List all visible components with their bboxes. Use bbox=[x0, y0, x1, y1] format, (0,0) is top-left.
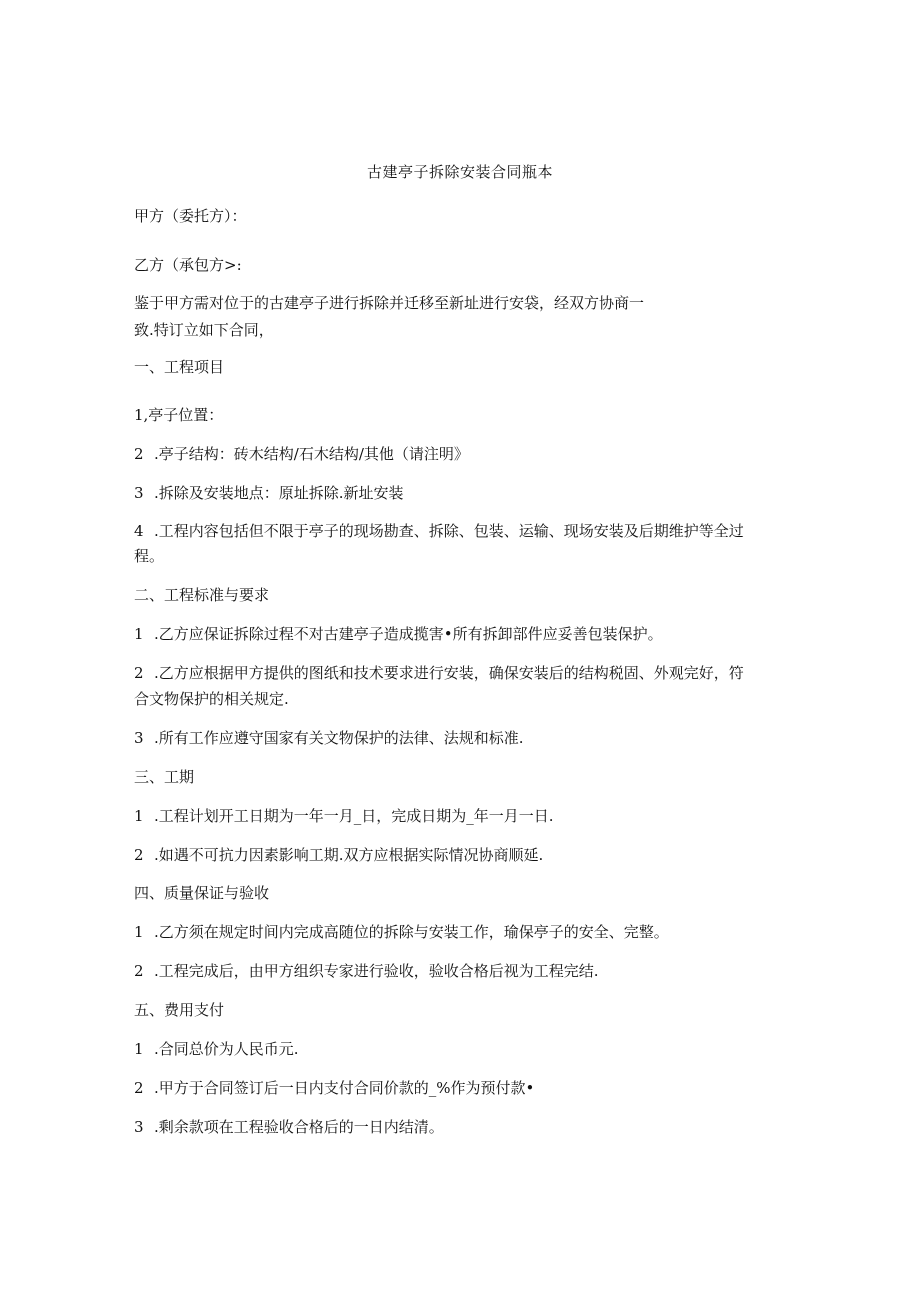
section-heading: 五、费用支付 bbox=[134, 1001, 225, 1019]
section-heading: 二、工程标准与要求 bbox=[134, 586, 270, 604]
clause-number: 2 bbox=[134, 664, 144, 682]
clause-continuation: 合文物保护的相关规定. bbox=[134, 690, 289, 708]
clause-number: 1 bbox=[134, 923, 144, 941]
clause-number: 3 bbox=[134, 729, 144, 747]
clause bbox=[134, 842, 784, 868]
clause-text: .工程计划开工日期为一年一月_日，完成日期为_年一月一日. bbox=[154, 807, 554, 825]
clause-text: .亭子结构：砖木结构/石木结构/其他（请注明》 bbox=[154, 445, 469, 463]
clause-text: .拆除及安装地点：原址拆除.新址安装 bbox=[154, 484, 404, 502]
clause-number: 1 bbox=[134, 625, 144, 643]
clause-number: 2 bbox=[134, 1079, 144, 1097]
document-title: 古建亭子拆除安装合同瓶本 bbox=[366, 163, 553, 181]
section-heading: 四、质量保证与验收 bbox=[134, 884, 270, 902]
clause-text: .合同总价为人民币元. bbox=[154, 1040, 299, 1058]
clause-number: 1 bbox=[134, 807, 144, 825]
clause bbox=[134, 1036, 784, 1062]
clause-text: .乙方须在规定时间内完成高随位的拆除与安装工作，瑜保亭子的安全、完整。 bbox=[154, 923, 669, 941]
clause-text: .所有工作应遵守国家有关文物保护的法律、法规和标准. bbox=[154, 729, 524, 747]
clause-text: .剩余款项在工程验收合格后的一日内结清。 bbox=[154, 1118, 444, 1136]
clause-text: .工程内容包括但不限于亭子的现场勘查、拆除、包装、运输、现场安装及后期维护等全过 bbox=[154, 522, 744, 540]
clause-number: 2 bbox=[134, 445, 144, 463]
intro-line-1: 鉴于甲方需对位于的古建亭子进行拆除并迁移至新址进行安袋，经双方协商一 bbox=[134, 294, 645, 312]
clause-text: .乙方应根据甲方提供的图纸和技术要求进行安装，确保安装后的结构税固、外观完好，符 bbox=[154, 664, 744, 682]
clause-text: .工程完成后，由甲方组织专家进行验收，验收合格后视为工程完结. bbox=[154, 962, 599, 980]
clause bbox=[134, 402, 784, 428]
clause-text: .乙方应保证拆除过程不对古建亭子造成揽害•所有拆卸部件应妥善包装保护。 bbox=[154, 625, 663, 643]
clause-number: 1 bbox=[134, 1040, 144, 1058]
clause bbox=[134, 725, 784, 751]
party-b-line: 乙方（承包方>: bbox=[134, 256, 242, 274]
clause bbox=[134, 919, 784, 945]
clause bbox=[134, 441, 784, 467]
clause-number: 3 bbox=[134, 484, 144, 502]
clause-text: 1,亭子位置： bbox=[134, 406, 224, 424]
clause bbox=[134, 660, 784, 686]
clause-number: 2 bbox=[134, 962, 144, 980]
section-heading: 三、工期 bbox=[134, 768, 195, 786]
clause bbox=[134, 621, 784, 647]
clause-text: .甲方于合同签订后一日内支付合同价款的_%作为预付款• bbox=[154, 1079, 535, 1097]
clause-text: .如遇不可抗力因素影响工期.双方应根据实际情况协商顺延. bbox=[154, 846, 544, 864]
clause bbox=[134, 958, 784, 984]
clause-number: 2 bbox=[134, 846, 144, 864]
clause bbox=[134, 518, 784, 544]
clause bbox=[134, 803, 784, 829]
clause-continuation: 程。 bbox=[134, 547, 165, 565]
clause-number: 3 bbox=[134, 1118, 144, 1136]
party-a-line: 甲方（委托方）： bbox=[134, 207, 247, 225]
clause bbox=[134, 1114, 784, 1140]
section-heading: 一、工程项目 bbox=[134, 358, 225, 376]
clause-number: 4 bbox=[134, 522, 144, 540]
intro-line-2: 致.特订立如下合同， bbox=[134, 321, 274, 339]
clause bbox=[134, 480, 784, 506]
clause bbox=[134, 1075, 784, 1101]
